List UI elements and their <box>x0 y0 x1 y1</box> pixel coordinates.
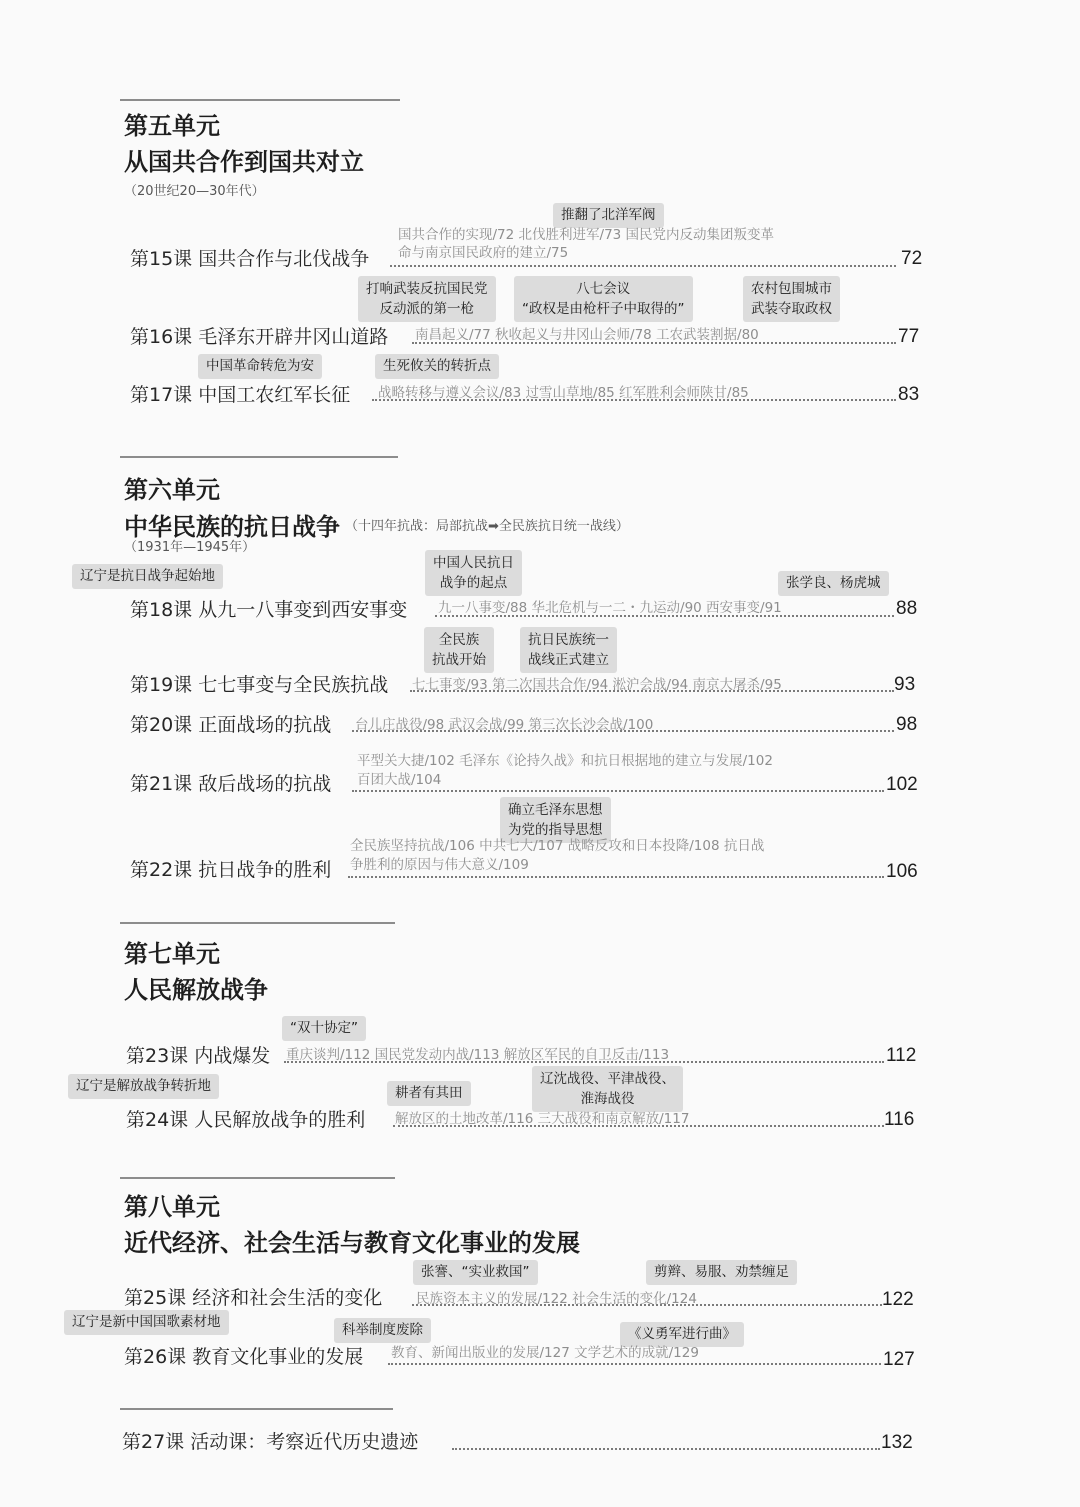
annotation-tag: 辽宁是新中国国歌素材地 <box>64 1310 229 1335</box>
lesson-15-page: 72 <box>901 248 923 269</box>
lesson-19-topics: 七七事变/93 第二次国共合作/94 淞沪会战/94 南京大屠杀/95 <box>412 677 782 693</box>
leader-dots <box>348 876 884 878</box>
leader-dots <box>412 1304 882 1306</box>
lesson-25-topics: 民族资本主义的发展/122 社会生活的变化/124 <box>416 1291 697 1307</box>
lesson-15-topics: 国共合作的实现/72 北伐胜利进军/73 国民党内反动集团叛变革 命与南京国民政府的建立/75 <box>398 227 775 261</box>
lesson-21-topics: 平型关大捷/102 毛泽东《论持久战》和抗日根据地的建立与发展/102 百团大战/104 <box>357 753 773 788</box>
lesson-24-title[interactable]: 第24课 人民解放战争的胜利 <box>126 1109 366 1131</box>
leader-dots <box>390 265 896 267</box>
leader-dots <box>435 615 894 617</box>
lesson-24-topics: 解放区的土地改革/116 三大战役和南京解放/117 <box>395 1111 690 1127</box>
annotation-tag: 中国人民抗日 战争的起点 <box>425 550 522 596</box>
unit-6-period: （1931年—1945年） <box>124 540 256 555</box>
lesson-20-topics: 台儿庄战役/98 武汉会战/99 第三次长沙会战/100 <box>355 717 654 733</box>
lesson-21-title[interactable]: 第21课 敌后战场的抗战 <box>130 773 332 795</box>
annotation-tag: 抗日民族统一 战线正式建立 <box>520 627 617 673</box>
unit-8-label: 第八单元 <box>124 1192 220 1221</box>
unit-6-rule <box>120 456 398 458</box>
unit-5-rule <box>120 99 400 101</box>
leader-dots <box>352 790 884 792</box>
lesson-17-page: 83 <box>898 384 920 405</box>
unit-6-label: 第六单元 <box>124 475 220 504</box>
lesson-19-title[interactable]: 第19课 七七事变与全民族抗战 <box>130 674 389 696</box>
leader-dots <box>412 342 896 344</box>
lesson-25-title[interactable]: 第25课 经济和社会生活的变化 <box>124 1287 383 1309</box>
lesson-22-page: 106 <box>886 861 918 882</box>
lesson-26-title[interactable]: 第26课 教育文化事业的发展 <box>124 1346 364 1368</box>
leader-dots <box>388 1363 881 1365</box>
annotation-tag: 八七会议 “政权是由枪杆子中取得的” <box>514 276 693 322</box>
annotation-tag: 打响武装反抗国民党 反动派的第一枪 <box>358 276 496 322</box>
lesson-19-page: 93 <box>894 674 916 695</box>
leader-dots <box>372 399 896 401</box>
lesson-23-topics: 重庆谈判/112 国民党发动内战/113 解放区军民的自卫反击/113 <box>286 1047 670 1063</box>
leader-dots <box>452 1448 880 1450</box>
unit-6-note: （十四年抗战：局部抗战➡全民族抗日统一战线） <box>345 519 629 534</box>
unit-8-title: 近代经济、社会生活与教育文化事业的发展 <box>124 1228 580 1257</box>
annotation-tag: 辽宁是抗日战争起始地 <box>72 564 223 589</box>
annotation-tag: 中国革命转危为安 <box>198 354 322 379</box>
lesson-22-title[interactable]: 第22课 抗日战争的胜利 <box>130 859 332 881</box>
lesson-25-page: 122 <box>882 1289 914 1310</box>
lesson-17-title[interactable]: 第17课 中国工农红军长征 <box>130 384 351 406</box>
lesson-16-title[interactable]: 第16课 毛泽东开辟井冈山道路 <box>130 326 389 348</box>
lesson-26-topics: 教育、新闻出版业的发展/127 文学艺术的成就/129 <box>391 1345 699 1361</box>
lesson-20-title[interactable]: 第20课 正面战场的抗战 <box>130 714 332 736</box>
lesson-26-page: 127 <box>883 1349 915 1370</box>
leader-dots <box>393 1125 884 1127</box>
annotation-tag: 推翻了北洋军阀 <box>553 203 664 228</box>
unit-5-title: 从国共合作到国共对立 <box>124 147 364 176</box>
annotation-tag: 张謇、“实业救国” <box>413 1260 538 1285</box>
lesson-18-topics: 九一八事变/88 华北危机与一二・九运动/90 西安事变/91 <box>438 600 782 616</box>
unit-7-title: 人民解放战争 <box>124 975 268 1004</box>
annotation-tag: 农村包围城市 武装夺取政权 <box>743 276 840 322</box>
annotation-tag: 张学良、杨虎城 <box>778 571 889 596</box>
leader-dots <box>352 730 894 732</box>
annotation-tag: 辽宁是解放战争转折地 <box>68 1074 219 1099</box>
lesson-27-title[interactable]: 第27课 活动课：考察近代历史遗迹 <box>122 1431 419 1453</box>
annotation-tag: 《义勇军进行曲》 <box>620 1322 744 1347</box>
annotation-tag: 全民族 抗战开始 <box>424 627 494 673</box>
annotation-tag: 生死攸关的转折点 <box>375 354 499 379</box>
annotation-tag: 耕者有其田 <box>387 1081 471 1106</box>
unit-5-label: 第五单元 <box>124 111 220 140</box>
annotation-tag: 辽沈战役、平津战役、 淮海战役 <box>532 1066 683 1112</box>
lesson-21-page: 102 <box>886 774 918 795</box>
activity-rule <box>120 1408 393 1410</box>
unit-8-rule <box>120 1177 395 1179</box>
lesson-24-page: 116 <box>884 1109 915 1130</box>
annotation-tag: “双十协定” <box>282 1016 366 1041</box>
annotation-tag: 科举制度废除 <box>334 1318 431 1343</box>
lesson-20-page: 98 <box>896 714 918 735</box>
unit-7-rule <box>120 922 395 924</box>
lesson-18-title[interactable]: 第18课 从九一八事变到西安事变 <box>130 599 408 621</box>
lesson-23-title[interactable]: 第23课 内战爆发 <box>126 1045 271 1067</box>
lesson-17-topics: 战略转移与遵义会议/83 过雪山草地/85 红军胜利会师陕甘/85 <box>378 385 749 401</box>
unit-6-title: 中华民族的抗日战争 <box>124 512 340 541</box>
lesson-23-page: 112 <box>886 1045 917 1066</box>
annotation-tag: 确立毛泽东思想 为党的指导思想 <box>500 797 611 843</box>
lesson-22-topics: 全民族坚持抗战/106 中共七大/107 战略反攻和日本投降/108 抗日战 争胜利的原因与伟大意义/109 <box>350 838 765 873</box>
lesson-18-page: 88 <box>896 598 918 619</box>
lesson-16-topics: 南昌起义/77 秋收起义与井冈山会师/78 工农武装割据/80 <box>415 327 759 343</box>
annotation-tag: 剪辫、易服、劝禁缠足 <box>646 1260 797 1285</box>
unit-5-period: （20世纪20—30年代） <box>124 184 265 199</box>
unit-7-label: 第七单元 <box>124 939 220 968</box>
lesson-15-title[interactable]: 第15课 国共合作与北伐战争 <box>130 248 370 270</box>
lesson-27-page: 132 <box>881 1432 913 1453</box>
lesson-16-page: 77 <box>898 326 920 347</box>
leader-dots <box>410 690 894 692</box>
leader-dots <box>284 1061 884 1063</box>
